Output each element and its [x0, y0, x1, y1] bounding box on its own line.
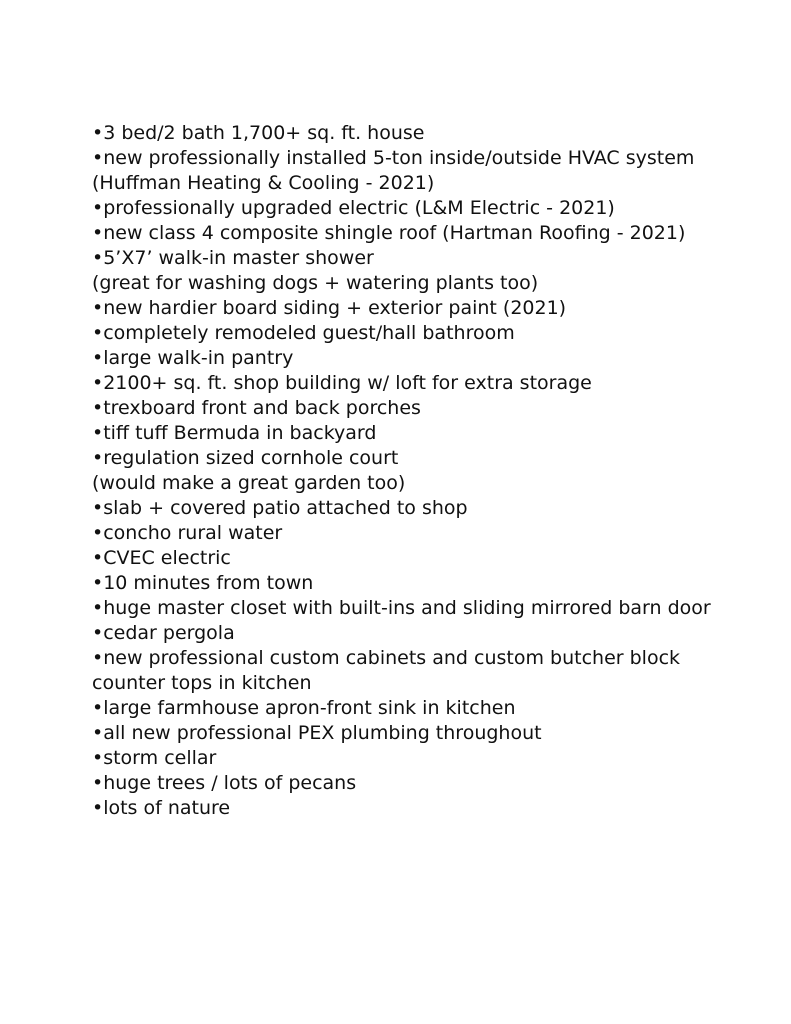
list-line: •huge trees / lots of pecans: [92, 772, 357, 794]
list-line: •3 bed/2 bath 1,700+ sq. ft. house: [92, 122, 425, 144]
list-line: •5’X7’ walk-in master shower: [92, 247, 374, 269]
list-line: •storm cellar: [92, 747, 217, 769]
list-line: •regulation sized cornhole court: [92, 447, 399, 469]
list-line: •all new professional PEX plumbing throughout: [92, 722, 542, 744]
list-line: •new hardier board siding + exterior paint (2021): [92, 297, 567, 319]
list-line: •trexboard front and back porches: [92, 397, 421, 419]
list-line: •new professional custom cabinets and custom butcher block: [92, 647, 681, 669]
list-line: •lots of nature: [92, 797, 231, 819]
list-line: •10 minutes from town: [92, 572, 314, 594]
list-line: (would make a great garden too): [92, 472, 406, 494]
list-line: •CVEC electric: [92, 547, 231, 569]
list-line: (great for washing dogs + watering plants too): [92, 272, 539, 294]
list-line: •concho rural water: [92, 522, 283, 544]
list-line: •professionally upgraded electric (L&M Electric - 2021): [92, 197, 615, 219]
list-line: •tiff tuff Bermuda in backyard: [92, 422, 377, 444]
list-line: •completely remodeled guest/hall bathroom: [92, 322, 515, 344]
feature-list: [92, 121, 782, 821]
list-line: •large farmhouse apron-front sink in kitchen: [92, 697, 516, 719]
list-line: •cedar pergola: [92, 622, 235, 644]
list-line: (Huffman Heating & Cooling - 2021): [92, 172, 435, 194]
list-line: •large walk-in pantry: [92, 347, 294, 369]
list-line: counter tops in kitchen: [92, 672, 312, 694]
list-line: •2100+ sq. ft. shop building w/ loft for extra storage: [92, 372, 592, 394]
list-line: •huge master closet with built-ins and sliding mirrored barn door: [92, 597, 711, 619]
list-line: •slab + covered patio attached to shop: [92, 497, 468, 519]
list-line: •new class 4 composite shingle roof (Hartman Roofing - 2021): [92, 222, 686, 244]
list-line: •new professionally installed 5-ton inside/outside HVAC system: [92, 147, 695, 169]
